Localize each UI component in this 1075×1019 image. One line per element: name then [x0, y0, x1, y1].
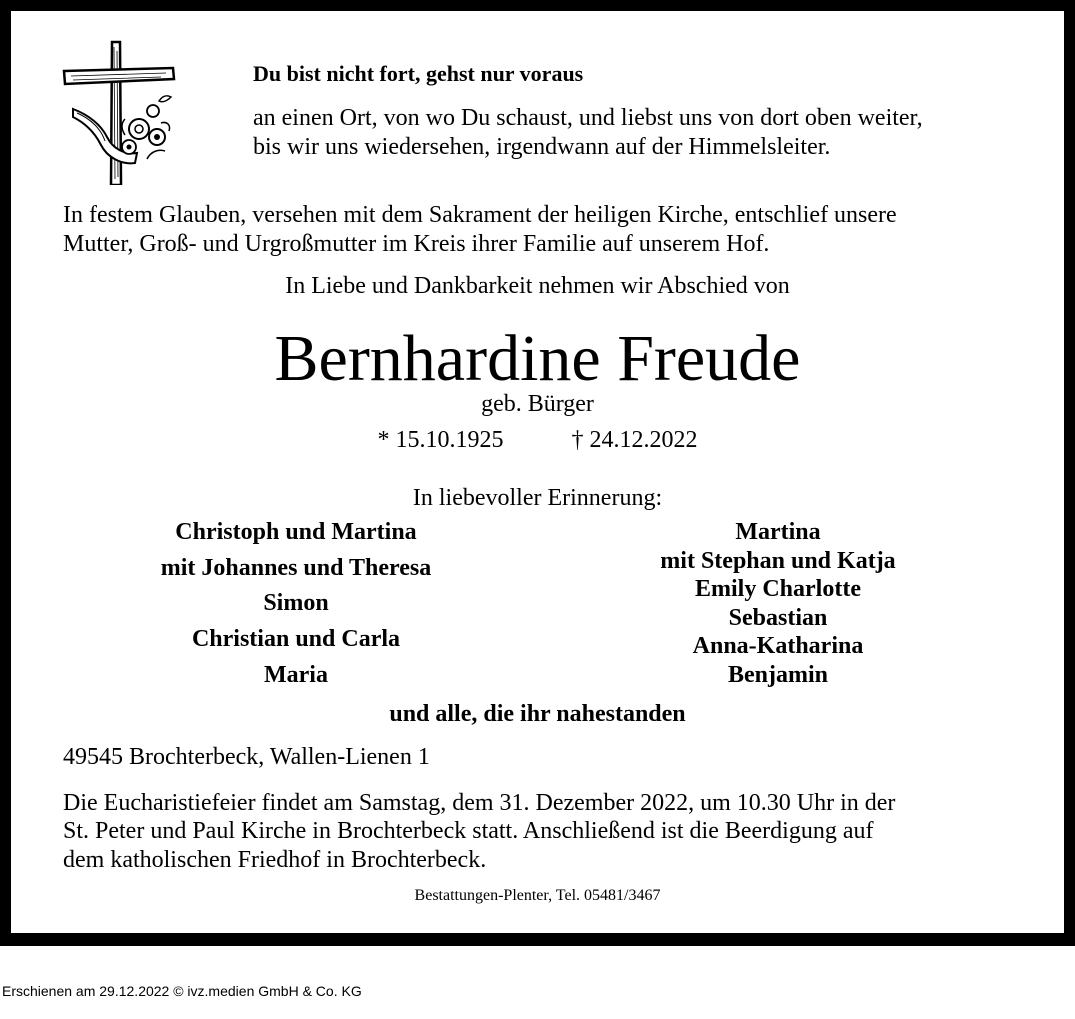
- all-close-line: und alle, die ihr nahestanden: [389, 701, 686, 727]
- family-member: Simon: [263, 590, 329, 616]
- death-date: † 24.12.2022: [571, 427, 698, 453]
- farewell-line: In Liebe und Dankbarkeit nehmen wir Abschied von: [285, 273, 790, 299]
- obituary-notice: [11, 11, 1064, 933]
- family-member: Maria: [264, 662, 328, 688]
- maiden-name: geb. Bürger: [481, 391, 594, 417]
- family-member: Martina: [735, 519, 821, 545]
- family-member: Sebastian: [728, 605, 828, 631]
- family-member: Anna-Katharina: [692, 633, 864, 659]
- cross-with-flowers-icon: [61, 39, 177, 185]
- remembrance-line: In liebevoller Erinnerung:: [412, 485, 663, 511]
- family-member: Christian und Carla: [191, 626, 401, 652]
- verse-line: an einen Ort, von wo Du schaust, und liebst uns von dort oben weiter,: [253, 105, 923, 131]
- verse-title: Du bist nicht fort, gehst nur voraus: [253, 61, 584, 86]
- deceased-name: Bernhardine Freude: [274, 322, 801, 395]
- family-member: mit Stephan und Katja: [660, 548, 896, 574]
- family-member: mit Johannes und Theresa: [160, 555, 432, 581]
- publication-footer: Erschienen am 29.12.2022 © ivz.medien GmbH & Co. KG: [2, 983, 362, 999]
- life-dates: [11, 427, 1064, 454]
- family-member: Benjamin: [727, 662, 828, 688]
- family-member: Emily Charlotte: [695, 576, 861, 602]
- address: 49545 Brochterbeck, Wallen-Lienen 1: [63, 744, 430, 770]
- service-line: dem katholischen Friedhof in Brochterbeck.: [63, 847, 487, 873]
- family-member: Christoph und Martina: [175, 519, 417, 545]
- service-line: Die Eucharistiefeier findet am Samstag, dem 31. Dezember 2022, um 10.30 Uhr in der: [63, 790, 896, 816]
- undertaker-info: Bestattungen-Plenter, Tel. 05481/3467: [414, 887, 661, 904]
- verse-line: bis wir uns wiedersehen, irgendwann auf der Himmelsleiter.: [253, 134, 831, 160]
- intro-line: In festem Glauben, versehen mit dem Sakrament der heiligen Kirche, entschlief unsere: [63, 202, 897, 228]
- service-line: St. Peter und Paul Kirche in Brochterbeck statt. Anschließend ist die Beerdigung auf: [63, 818, 874, 844]
- birth-date: * 15.10.1925: [377, 427, 504, 453]
- intro-line: Mutter, Groß- und Urgroßmutter im Kreis ihrer Familie auf unserem Hof.: [63, 231, 770, 257]
